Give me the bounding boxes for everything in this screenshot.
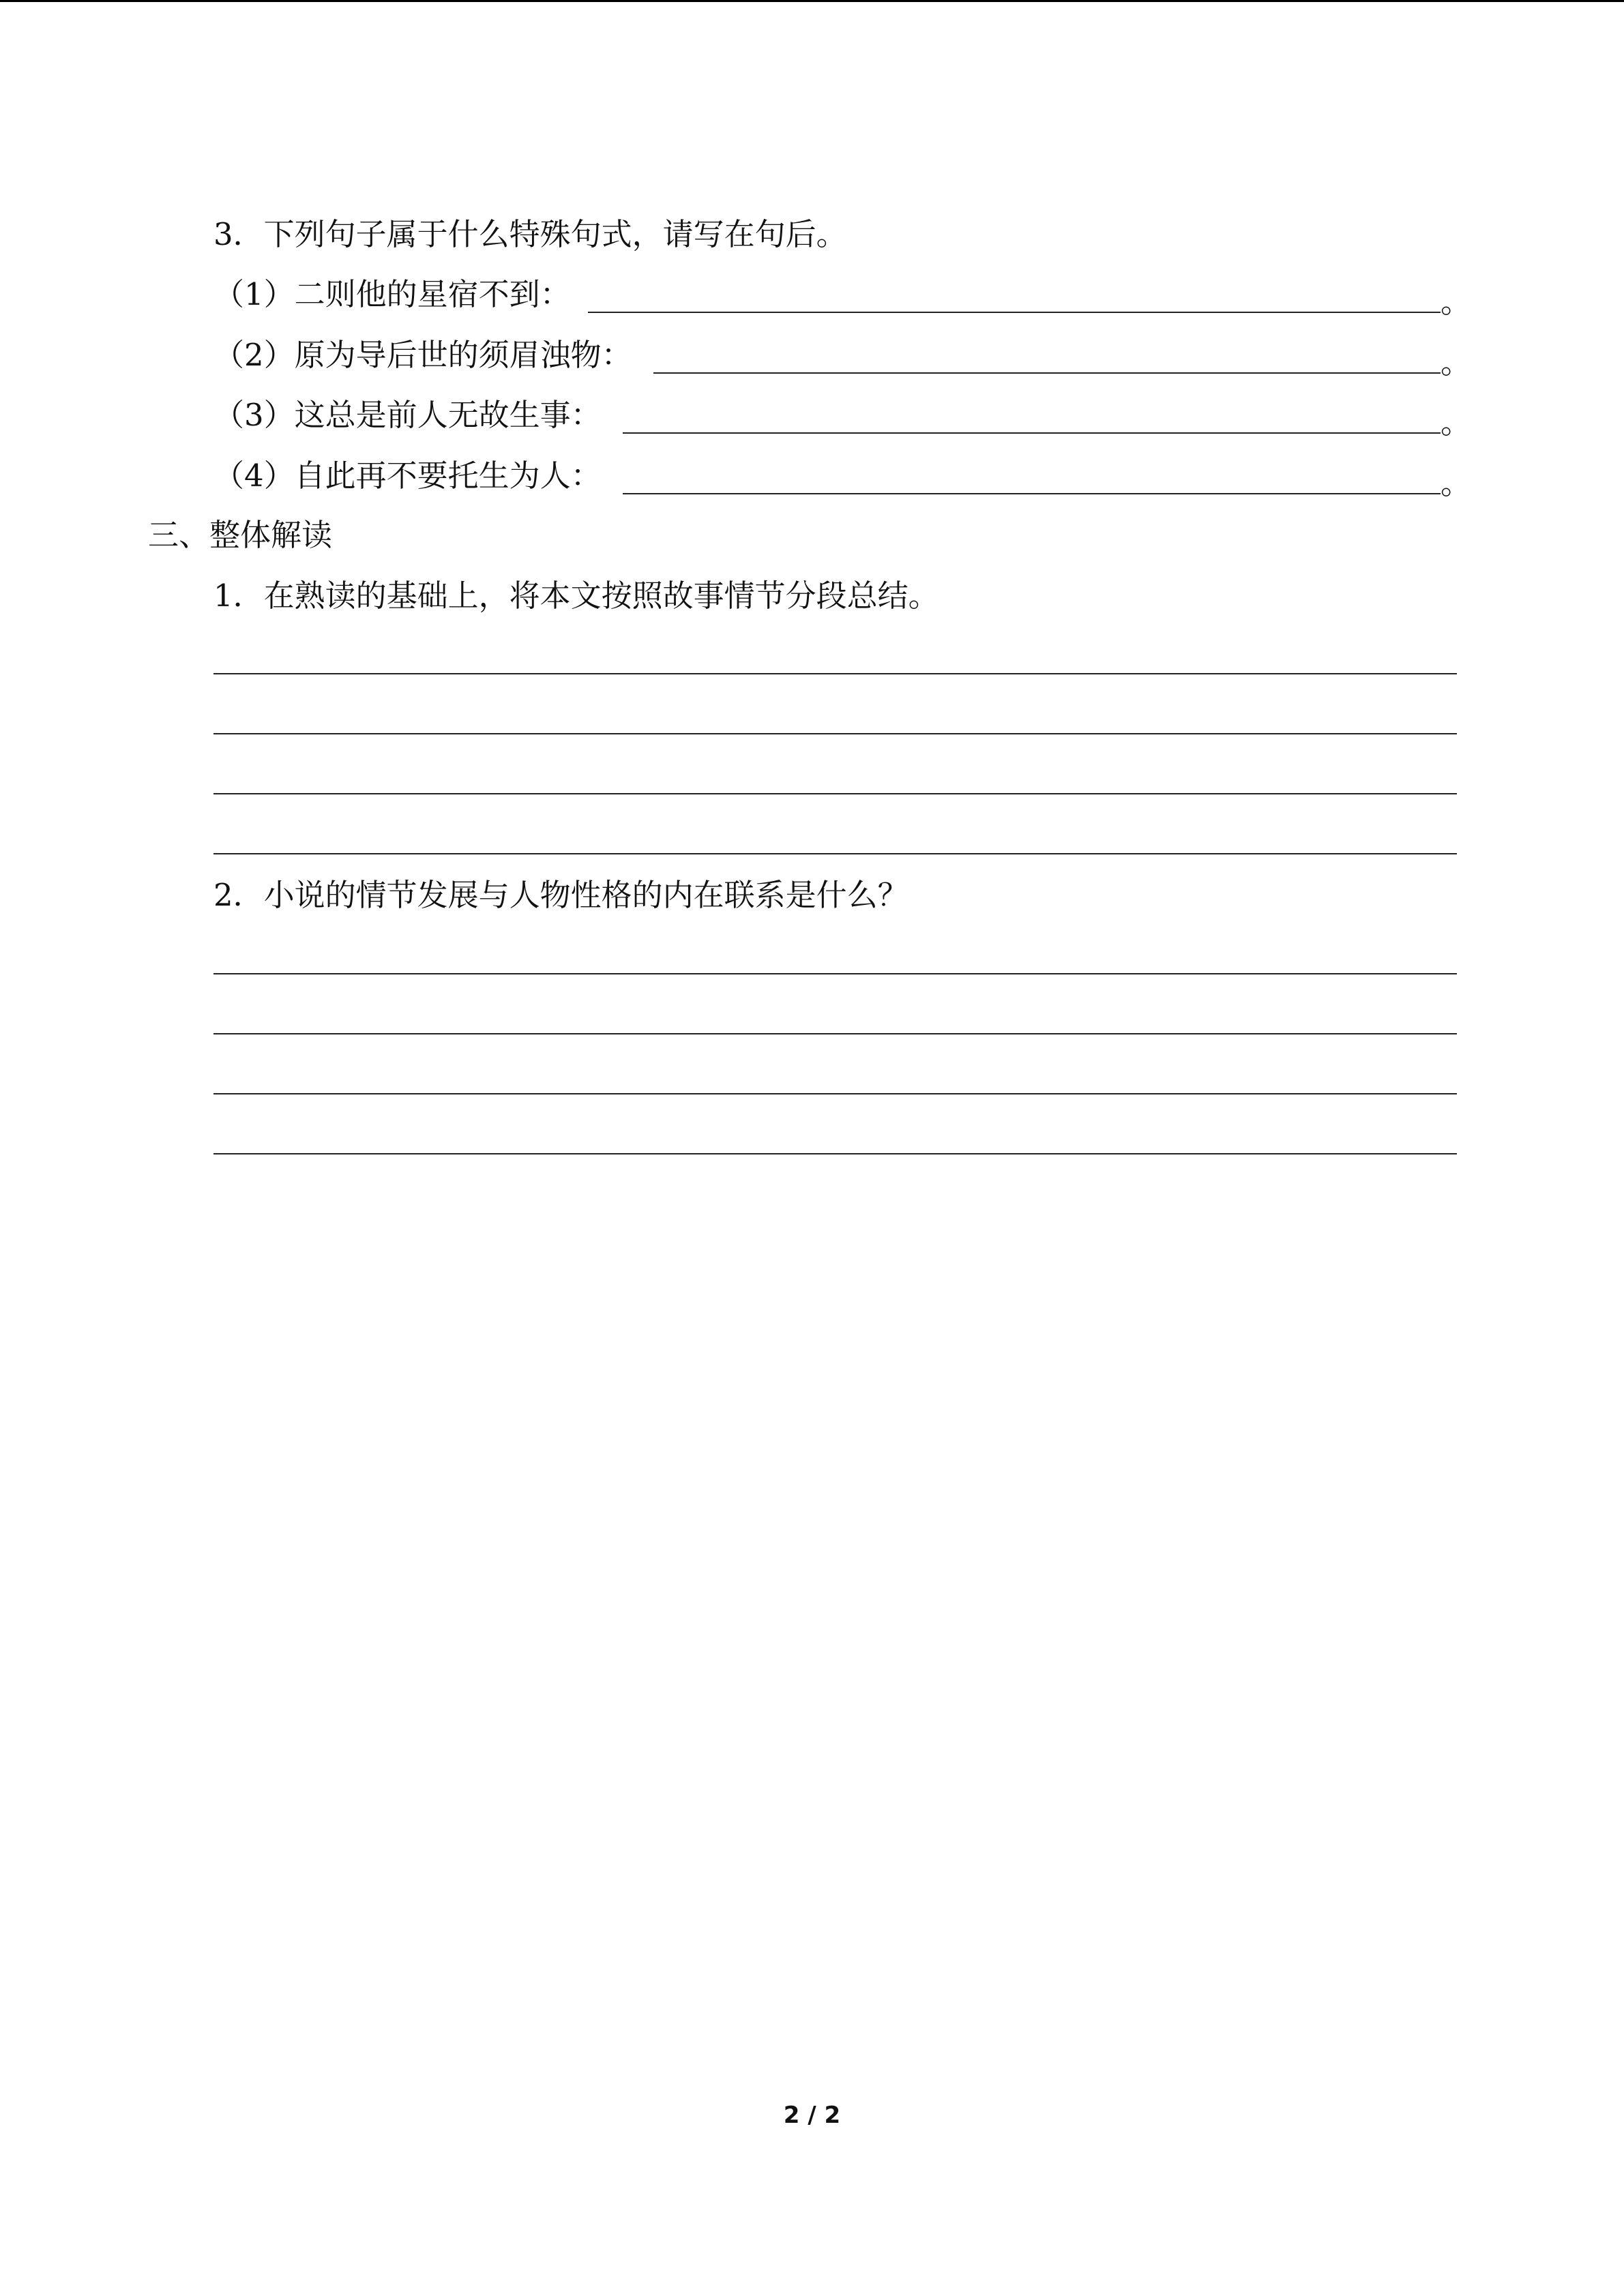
answer-line-q2-4[interactable] xyxy=(213,1153,1457,1154)
section-3-question-1-stem: 1．在熟读的基础上，将本文按照故事情节分段总结。 xyxy=(213,578,939,614)
question-3-item-3-end: 。 xyxy=(1441,404,1472,441)
question-3-item-2-label: （2）原为导后世的须眉浊物： xyxy=(213,337,632,373)
question-3-stem: 3．下列句子属于什么特殊句式，请写在句后。 xyxy=(213,216,847,252)
question-3-item-4-blank[interactable] xyxy=(623,493,1441,494)
question-3-item-4-end: 。 xyxy=(1441,465,1472,501)
answer-line-q1-1[interactable] xyxy=(213,673,1457,674)
answer-line-q2-2[interactable] xyxy=(213,1033,1457,1034)
answer-line-q1-4[interactable] xyxy=(213,853,1457,854)
question-3-item-2-end: 。 xyxy=(1441,344,1472,381)
section-3-question-2-stem: 2．小说的情节发展与人物性格的内在联系是什么？ xyxy=(213,877,909,913)
page-top-border xyxy=(0,0,1624,2)
answer-line-q2-1[interactable] xyxy=(213,973,1457,974)
answer-line-q1-3[interactable] xyxy=(213,793,1457,794)
section-3-heading: 三、整体解读 xyxy=(148,517,333,553)
answer-line-q2-3[interactable] xyxy=(213,1093,1457,1094)
question-3-item-3-blank[interactable] xyxy=(623,432,1441,434)
question-3-item-1-label: （1）二则他的星宿不到： xyxy=(213,276,571,312)
question-3-item-1-end: 。 xyxy=(1441,284,1472,320)
answer-line-q1-2[interactable] xyxy=(213,733,1457,734)
question-3-item-2-blank[interactable] xyxy=(653,372,1441,374)
question-3-item-3-label: （3）这总是前人无故生事： xyxy=(213,397,602,433)
page-number: 2 / 2 xyxy=(783,2102,841,2129)
question-3-item-4-label: （4）自此再不要托生为人： xyxy=(213,458,602,494)
question-3-item-1-blank[interactable] xyxy=(588,312,1441,313)
